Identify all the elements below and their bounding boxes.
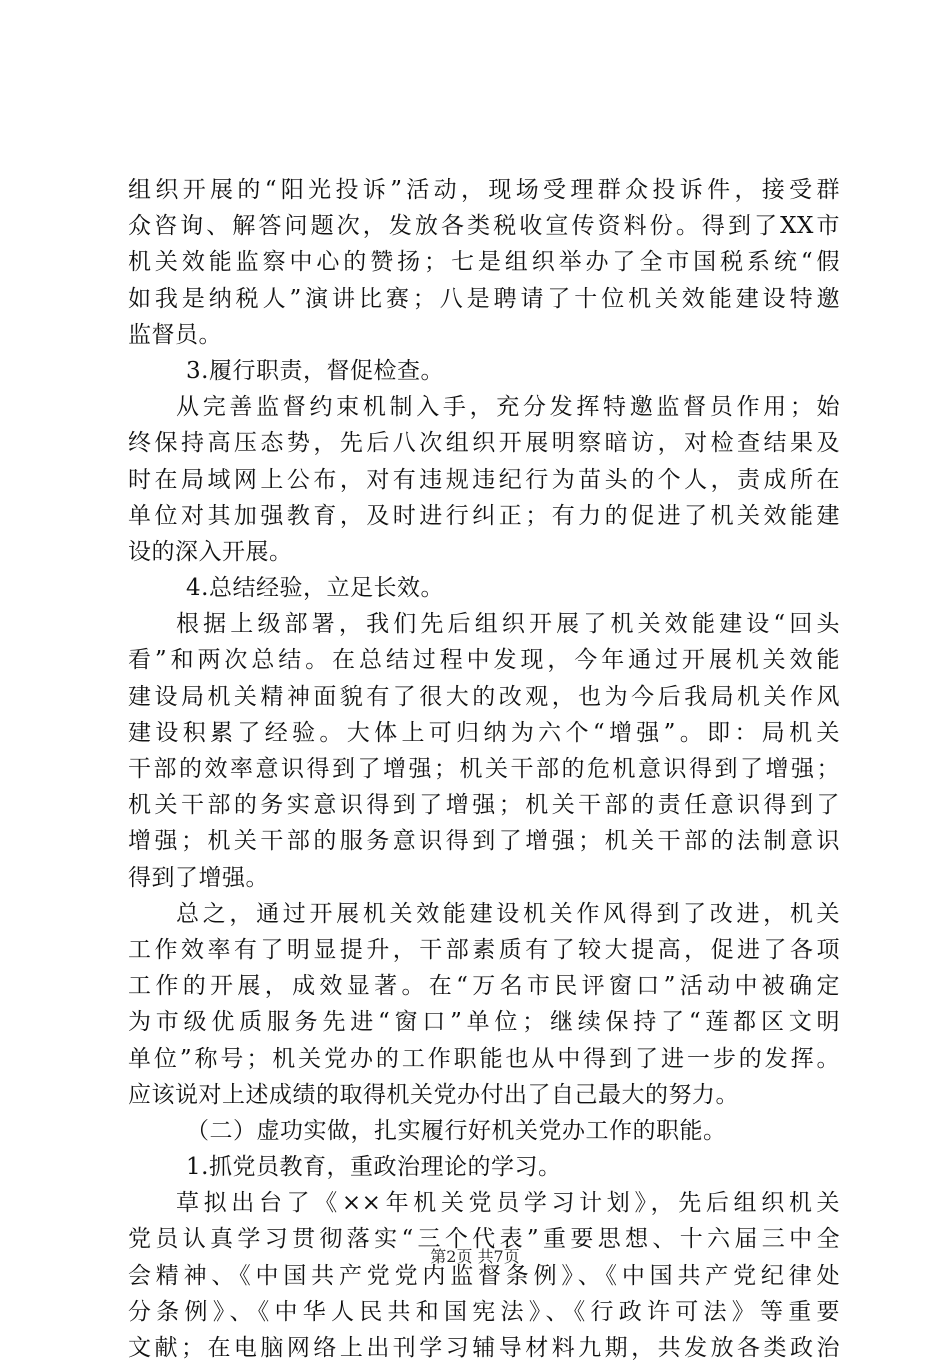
text-line: 建设局机关精神面貌有了很大的改观，也为今后我局机关作风 xyxy=(128,683,840,710)
text-line: （二）虚功实做，扎实履行好机关党办工作的职能。 xyxy=(186,1117,727,1144)
text-line: 终保持高压态势，先后八次组织开展明察暗访，对检查结果及 xyxy=(128,430,840,457)
text-line: 文献；在电脑网络上出刊学习辅导材料九期，共发放各类政治 xyxy=(128,1335,840,1361)
text-line: 机关干部的务实意识得到了增强；机关干部的责任意识得到了 xyxy=(128,792,840,819)
text-line: 众咨询、解答问题次，发放各类税收宣传资料份。得到了XX市 xyxy=(128,213,840,240)
text-line: 单位对其加强教育，及时进行纠正；有力的促进了机关效能建 xyxy=(128,502,840,529)
text-line: 总之，通过开展机关效能建设机关作风得到了改进，机关 xyxy=(176,900,840,927)
text-line: 分条例》、《中华人民共和国宪法》、《行政许可法》等重要 xyxy=(128,1298,840,1325)
document-body xyxy=(128,172,840,1366)
text-line: 会精神、《中国共产党党内监督条例》、《中国共产党纪律处 xyxy=(128,1262,840,1289)
text-line: 从完善监督约束机制入手，充分发挥特邀监督员作用；始 xyxy=(176,394,840,421)
text-line: 得到了增强。 xyxy=(128,864,269,891)
text-line: 工作效率有了明显提升，干部素质有了较大提高，促进了各项 xyxy=(128,936,840,963)
text-line: 增强；机关干部的服务意识得到了增强；机关干部的法制意识 xyxy=(128,828,840,855)
text-line: 3.履行职责，督促检查。 xyxy=(186,357,444,384)
text-line: 组织开展的“阳光投诉”活动，现场受理群众投诉件，接受群 xyxy=(128,177,840,203)
text-line: 党员认真学习贯彻落实“三个代表”重要思想、十六届三中全 xyxy=(128,1226,840,1253)
text-line: 为市级优质服务先进“窗口”单位；继续保持了“莲都区文明 xyxy=(128,1009,840,1036)
text-line: 时在局域网上公布，对有违规违纪行为苗头的个人，责成所在 xyxy=(128,466,840,493)
text-line: 4.总结经验，立足长效。 xyxy=(186,575,444,602)
text-line: 看”和两次总结。在总结过程中发现，今年通过开展机关效能 xyxy=(128,647,840,674)
text-line: 干部的效率意识得到了增强；机关干部的危机意识得到了增强； xyxy=(128,756,840,782)
page-footer: 第2页 共7页 xyxy=(430,1247,520,1266)
text-line: 草拟出台了《××年机关党员学习计划》，先后组织机关 xyxy=(176,1190,840,1217)
text-line: 应该说对上述成绩的取得机关党办付出了自己最大的努力。 xyxy=(128,1081,739,1108)
text-line: 单位”称号；机关党办的工作职能也从中得到了进一步的发挥。 xyxy=(128,1045,840,1072)
text-line: 机关效能监察中心的赞扬；七是组织举办了全市国税系统“假 xyxy=(128,249,840,276)
text-line: 监督员。 xyxy=(128,321,222,348)
text-line: 根据上级部署，我们先后组织开展了机关效能建设“回头 xyxy=(176,611,840,638)
text-line: 设的深入开展。 xyxy=(128,538,293,565)
text-line: 建设积累了经验。大体上可归纳为六个“增强”。即：局机关 xyxy=(128,719,840,746)
text-line: 1.抓党员教育，重政治理论的学习。 xyxy=(186,1154,562,1181)
text-line: 如我是纳税人”演讲比赛；八是聘请了十位机关效能建设特邀 xyxy=(128,285,840,312)
text-line: 工作的开展，成效显著。在“万名市民评窗口”活动中被确定 xyxy=(128,973,840,1000)
